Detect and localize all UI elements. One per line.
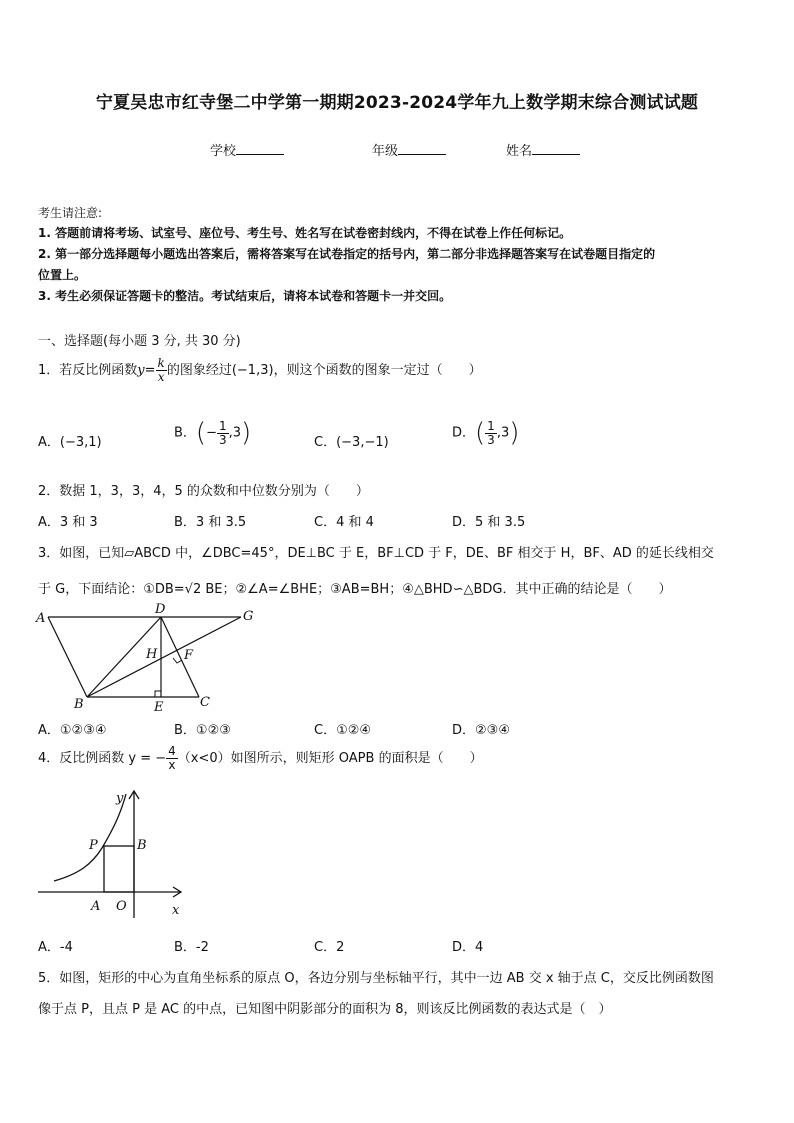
q1-prefix: 1．若反比例函数 bbox=[38, 363, 138, 378]
q2-option-b: B．3 和 3.5 bbox=[174, 515, 247, 530]
q1-c-value: (−3,−1) bbox=[336, 435, 389, 450]
line-dc bbox=[161, 617, 199, 697]
q1-b-den: 3 bbox=[218, 432, 227, 447]
q1-b-neg: − bbox=[206, 425, 217, 441]
q4-prefix: 4．反比例函数 y = − bbox=[38, 751, 167, 766]
q3-option-b: B．①②③ bbox=[174, 723, 231, 738]
question-3-line-2: 于 G，下面结论：①DB=√2 BE；②∠A=∠BHE；③AB=BH；④△BHD∽△BDG．其中正确的结论是（ ） bbox=[38, 582, 672, 597]
q1-option-d bbox=[452, 418, 519, 448]
notes-heading: 考生请注意: bbox=[38, 206, 103, 220]
q1-d-rparen: ) bbox=[509, 418, 520, 448]
label-f: F bbox=[184, 648, 194, 663]
label-o: O bbox=[116, 899, 127, 914]
q1-c-label: C． bbox=[314, 435, 337, 450]
section-heading: 一、选择题(每小题 3 分, 共 30 分) bbox=[38, 334, 241, 349]
line-ab bbox=[48, 617, 87, 697]
question-4-stem bbox=[38, 745, 483, 772]
name-blank bbox=[532, 142, 580, 155]
note-1: 1. 答题前请将考场、试室号、座位号、考生号、姓名写在试卷密封线内，不得在试卷上作任何标记。 bbox=[38, 226, 572, 240]
q3-parallelogram-figure bbox=[34, 602, 264, 714]
q1-b-label: B． bbox=[174, 425, 196, 441]
q4-option-d: D．4 bbox=[452, 940, 484, 955]
q1-option-b bbox=[174, 418, 251, 448]
q1-d-fraction bbox=[485, 420, 497, 447]
q3-option-d: D．②③④ bbox=[452, 723, 510, 738]
note-2-line-1: 2. 第一部分选择题每小题选出答案后，需将答案写在试卷指定的括号内，第二部分非选择题答案写在试卷题目指定的 bbox=[38, 247, 656, 261]
q1-b-rparen: ) bbox=[241, 418, 252, 448]
note-2-line-2: 位置上。 bbox=[38, 268, 87, 282]
label-c: C bbox=[200, 695, 210, 710]
school-label: 学校 bbox=[210, 144, 237, 159]
note-3: 3. 考生必须保证答题卡的整洁。考试结束后，请将本试卷和答题卡一并交回。 bbox=[38, 289, 452, 303]
page-title: 宁夏吴忠市红寺堡二中学第一期期2023-2024学年九上数学期末综合测试试题 bbox=[95, 93, 699, 113]
q1-option-c bbox=[314, 431, 389, 450]
question-3-line-1: 3．如图，已知▱ABCD 中，∠DBC=45°，DE⊥BC 于 E，BF⊥CD 于 F，DE、BF 相交于 H，BF、AD 的延长线相交 bbox=[38, 546, 714, 561]
q3-option-c: C．①②④ bbox=[314, 723, 372, 738]
q1-a-value: (−3,1) bbox=[59, 435, 102, 450]
school-blank bbox=[236, 142, 284, 155]
q1-d-num: 1 bbox=[487, 418, 495, 433]
q2-option-c: C．4 和 4 bbox=[314, 515, 374, 530]
label-b-point: B bbox=[137, 838, 147, 853]
q1-fraction bbox=[156, 357, 167, 384]
q4-suffix: （x<0）如图所示，则矩形 OAPB 的面积是（ ） bbox=[177, 751, 483, 766]
label-e: E bbox=[154, 700, 164, 714]
q1-d-tail: ,3 bbox=[496, 425, 510, 441]
label-g: G bbox=[243, 609, 254, 624]
school-field bbox=[210, 140, 284, 159]
q4-hyperbola-figure bbox=[34, 786, 204, 922]
q1-mid: 的图象经过 bbox=[166, 363, 232, 378]
grade-blank bbox=[398, 142, 446, 155]
label-d: D bbox=[155, 602, 166, 617]
q1-y: y bbox=[137, 363, 145, 378]
q1-b-fraction bbox=[217, 420, 229, 447]
q1-suffix: ，则这个函数的图象一定过（ ） bbox=[273, 363, 482, 378]
question-1-stem: 1．若反比例函数y= $\frac{k}{x}$ 的图象经过(−1,3)，则这个函数的图象一定过（ ） bbox=[38, 356, 482, 384]
q2-option-a: A．3 和 3 bbox=[38, 515, 98, 530]
right-angle-e bbox=[155, 691, 161, 697]
label-b: B bbox=[74, 697, 84, 712]
q2-option-d: D．5 和 3.5 bbox=[452, 515, 526, 530]
name-field bbox=[506, 140, 580, 159]
q1-d-den: 3 bbox=[487, 432, 495, 447]
q4-den: x bbox=[168, 758, 176, 772]
q3-option-a: A．①②③④ bbox=[38, 723, 107, 738]
q4-option-a: A．-4 bbox=[38, 940, 73, 955]
line-bg bbox=[87, 617, 241, 697]
grade-field bbox=[372, 140, 446, 159]
name-label: 姓名 bbox=[506, 144, 533, 159]
label-x-axis: x bbox=[172, 903, 180, 918]
q1-d-label: D． bbox=[452, 425, 476, 441]
q1-a-label: A． bbox=[38, 435, 60, 450]
q1-b-tail: ,3 bbox=[228, 425, 242, 441]
q4-option-c: C．2 bbox=[314, 940, 345, 955]
q1-option-a bbox=[38, 431, 102, 450]
question-5-line-1: 5．如图，矩形的中心为直角坐标系的原点 O，各边分别与坐标轴平行，其中一边 AB 交 x 轴于点 C，交反比例函数图 bbox=[38, 971, 714, 986]
q1-d-lparen: ( bbox=[475, 418, 486, 448]
label-y-axis: y bbox=[116, 791, 124, 806]
q4-option-b: B．-2 bbox=[174, 940, 209, 955]
question-5-line-2: 像于点 P，且点 P 是 AC 的中点，已知图中阴影部分的面积为 8，则该反比例函数的表达式是（ ） bbox=[38, 1002, 612, 1017]
label-a-point: A bbox=[91, 899, 101, 914]
rectangle-oapb bbox=[104, 846, 134, 892]
label-p: P bbox=[89, 838, 98, 853]
q4-fraction bbox=[166, 745, 178, 772]
q1-b-num: 1 bbox=[218, 418, 227, 433]
q1-x: x bbox=[157, 370, 165, 384]
question-2-stem: 2．数据 1，3，3，4，5 的众数和中位数分别为（ ） bbox=[38, 484, 369, 499]
q1-point: (−1,3) bbox=[231, 363, 274, 378]
q1-b-lparen: ( bbox=[195, 418, 207, 448]
label-a: A bbox=[36, 611, 46, 626]
q4-num: 4 bbox=[168, 744, 176, 758]
grade-label: 年级 bbox=[372, 144, 399, 159]
label-h: H bbox=[146, 647, 158, 662]
q1-k: k bbox=[157, 356, 165, 370]
